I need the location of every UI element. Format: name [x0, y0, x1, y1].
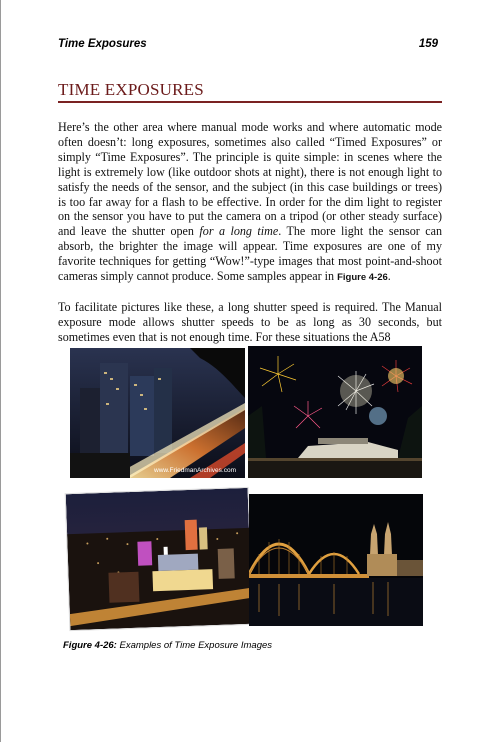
section-title: TIME EXPOSURES	[58, 80, 204, 99]
photo-las-vegas	[65, 487, 254, 631]
photo-bridge-cathedral	[249, 494, 423, 626]
para1-emphasis: for a long time	[199, 224, 279, 239]
page-number: 159	[418, 38, 438, 50]
photo-fireworks	[248, 346, 422, 478]
figure-caption	[63, 640, 272, 651]
para1-text-b: . The more light the sensor can absorb, the brighter the image will appear. Time exposures are one of my favorite techniques for getting “Wow!”-type images that most point-and-shoot cameras simply cannot produce. Some samples appear in	[58, 224, 442, 284]
body-paragraph-2: To facilitate pictures like these, a long shutter speed is required. The Manual exposure mode allows shutter speeds to be as long as 30 seconds, but sometimes even that is not enough time. For these situations the A58	[58, 300, 442, 344]
title-rule	[58, 101, 442, 103]
body-paragraph-1	[58, 120, 442, 286]
photo-city-traffic	[70, 348, 245, 478]
para1-text-c: .	[387, 269, 391, 284]
caption-text: Examples of Time Exposure Images	[116, 640, 273, 651]
figure-reference: Figure 4-26	[337, 272, 388, 284]
running-header	[58, 38, 438, 50]
para1-text-a: Here’s the other area where manual mode works and where automatic mode often doesn’t: long exposures, sometimes also called “Timed Exposures” or simply “Time Exposures”. The principle is quite simple: in scenes where the light is extremely low (like outdoor shots at night), there is not enough light to satisfy the needs of the sensor, and the subject (in this case buildings or trees) is too far away for a flash to be effective. In order for the dim light to register on the sensor you have to put the camera on a tripod (or other steady surface) and leave the shutter open	[58, 120, 442, 239]
photo-watermark: www.FriedmanArchives.com	[154, 467, 236, 474]
header-title: Time Exposures	[58, 38, 147, 50]
caption-label: Figure 4-26:	[63, 640, 117, 651]
